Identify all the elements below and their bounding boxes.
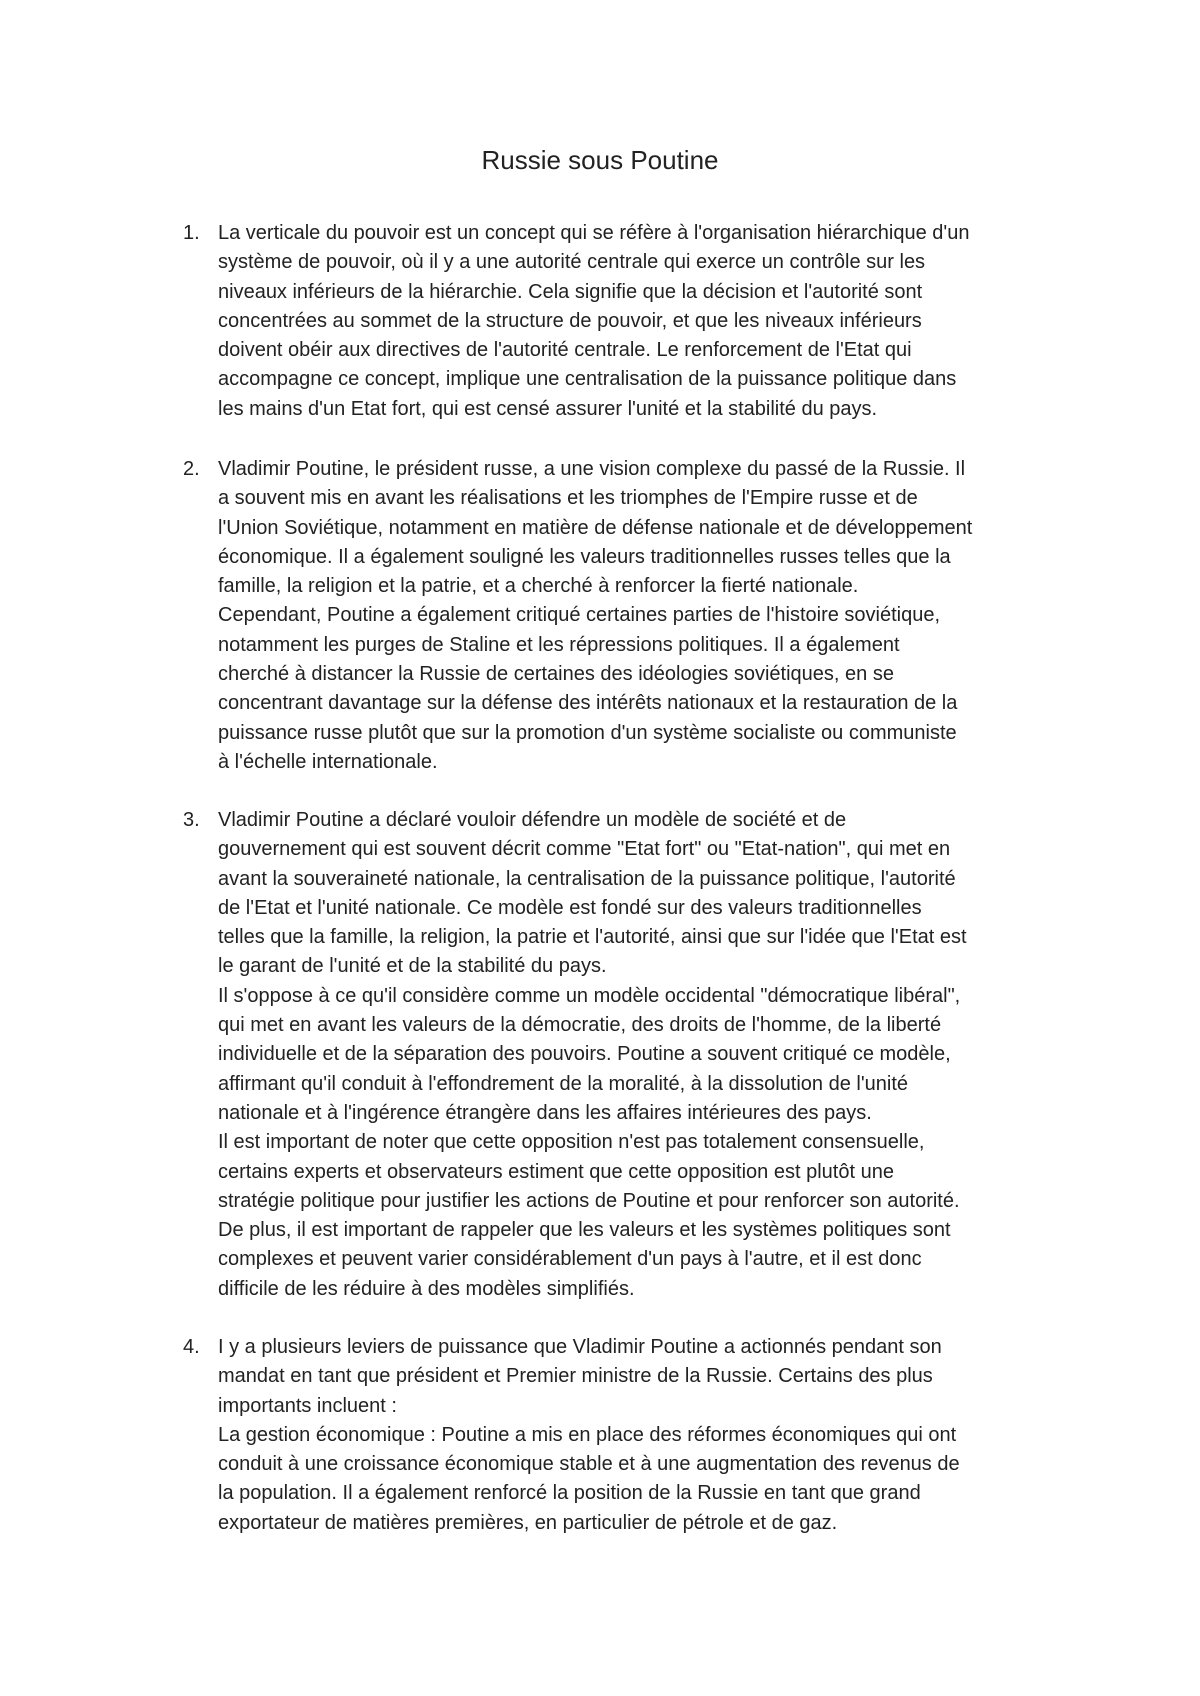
text-line: affirmant qu'il conduit à l'effondrement de la moralité, à la dissolution de l'unité (218, 1072, 909, 1095)
text-line: les mains d'un Etat fort, qui est censé assurer l'unité et la stabilité du pays. (218, 397, 878, 420)
list-item-text (218, 219, 1068, 424)
text-line: économique. Il a également souligné les valeurs traditionnelles russes telles que la (218, 545, 951, 568)
text-line: mandat en tant que président et Premier ministre de la Russie. Certains des plus (218, 1365, 933, 1388)
text-line: Vladimir Poutine, le président russe, a une vision complexe du passé de la Russie. Il (218, 458, 966, 480)
text-line: accompagne ce concept, implique une centralisation de la puissance politique dans (218, 368, 957, 391)
text-line: I y a plusieurs leviers de puissance que Vladimir Poutine a actionnés pendant son (218, 1336, 942, 1358)
list-item-number: 3. (183, 809, 200, 831)
text-line: La gestion économique : Poutine a mis en place des réformes économiques qui ont (218, 1423, 957, 1446)
text-line: puissance russe plutôt que sur la promotion d'un système socialiste ou communiste (218, 721, 957, 744)
text-line: l'Union Soviétique, notamment en matière de défense nationale et de développement (218, 516, 973, 539)
list-item-number: 4. (183, 1336, 200, 1358)
list-item-text (218, 455, 1068, 777)
text-line: individuelle et de la séparation des pouvoirs. Poutine a souvent critiqué ce modèle, (218, 1043, 951, 1066)
text-line: Vladimir Poutine a déclaré vouloir défendre un modèle de société et de (218, 809, 847, 831)
text-line: le garant de l'unité et de la stabilité du pays. (218, 955, 607, 978)
list-item-text (218, 806, 1068, 1304)
text-line: la population. Il a également renforcé la position de la Russie en tant que grand (218, 1482, 921, 1505)
text-line: concentrant davantage sur la défense des intérêts nationaux et la restauration de la (218, 692, 958, 715)
list-item-number: 2. (183, 458, 200, 480)
text-line: De plus, il est important de rappeler que les valeurs et les systèmes politiques sont (218, 1219, 951, 1242)
text-line: avant la souveraineté nationale, la centralisation de la puissance politique, l'autorité (218, 867, 956, 890)
text-line: importants incluent : (218, 1394, 397, 1417)
text-line: à l'échelle internationale. (218, 750, 438, 773)
text-line: Cependant, Poutine a également critiqué certaines parties de l'histoire soviétique, (218, 604, 941, 627)
text-line: conduit à une croissance économique stable et à une augmentation des revenus de (218, 1453, 960, 1476)
text-line: La verticale du pouvoir est un concept qui se réfère à l'organisation hiérarchique d'un (218, 222, 970, 244)
text-line: difficile de les réduire à des modèles simplifiés. (218, 1277, 635, 1300)
list-item-number: 1. (183, 222, 200, 244)
text-line: niveaux inférieurs de la hiérarchie. Cela signifie que la décision et l'autorité sont (218, 280, 923, 303)
text-line: qui met en avant les valeurs de la démocratie, des droits de l'homme, de la liberté (218, 1014, 942, 1037)
list-item-text (218, 1333, 1068, 1538)
text-line: a souvent mis en avant les réalisations et les triomphes de l'Empire russe et de (218, 487, 918, 510)
text-line: gouvernement qui est souvent décrit comme "Etat fort" ou "Etat-nation", qui met en (218, 838, 951, 861)
text-line: famille, la religion et la patrie, et a cherché à renforcer la fierté nationale. (218, 575, 859, 598)
text-line: exportateur de matières premières, en particulier de pétrole et de gaz. (218, 1511, 838, 1534)
document-title: Russie sous Poutine (481, 145, 719, 175)
text-line: doivent obéir aux directives de l'autorité centrale. Le renforcement de l'Etat qui (218, 339, 912, 362)
text-line: Il est important de noter que cette opposition n'est pas totalement consensuelle, (218, 1131, 925, 1154)
text-line: telles que la famille, la religion, la patrie et l'autorité, ainsi que sur l'idée que l'Etat est (218, 926, 967, 949)
text-line: stratégie politique pour justifier les actions de Poutine et pour renforcer son autorité. (218, 1189, 960, 1212)
text-line: système de pouvoir, où il y a une autorité centrale qui exerce un contrôle sur les (218, 251, 926, 274)
text-line: certains experts et observateurs estiment que cette opposition est plutôt une (218, 1160, 894, 1183)
text-line: de l'Etat et l'unité nationale. Ce modèle est fondé sur des valeurs traditionnelles (218, 896, 922, 919)
text-line: cherché à distancer la Russie de certaines des idéologies soviétiques, en se (218, 663, 894, 686)
text-line: nationale et à l'ingérence étrangère dans les affaires intérieures des pays. (218, 1101, 872, 1124)
text-line: Il s'oppose à ce qu'il considère comme un modèle occidental "démocratique libéral", (218, 984, 961, 1007)
text-line: complexes et peuvent varier considérablement d'un pays à l'autre, et il est donc (218, 1248, 922, 1271)
text-line: notamment les purges de Staline et les répressions politiques. Il a également (218, 633, 900, 656)
text-line: concentrées au sommet de la structure de pouvoir, et que les niveaux inférieurs (218, 309, 922, 332)
